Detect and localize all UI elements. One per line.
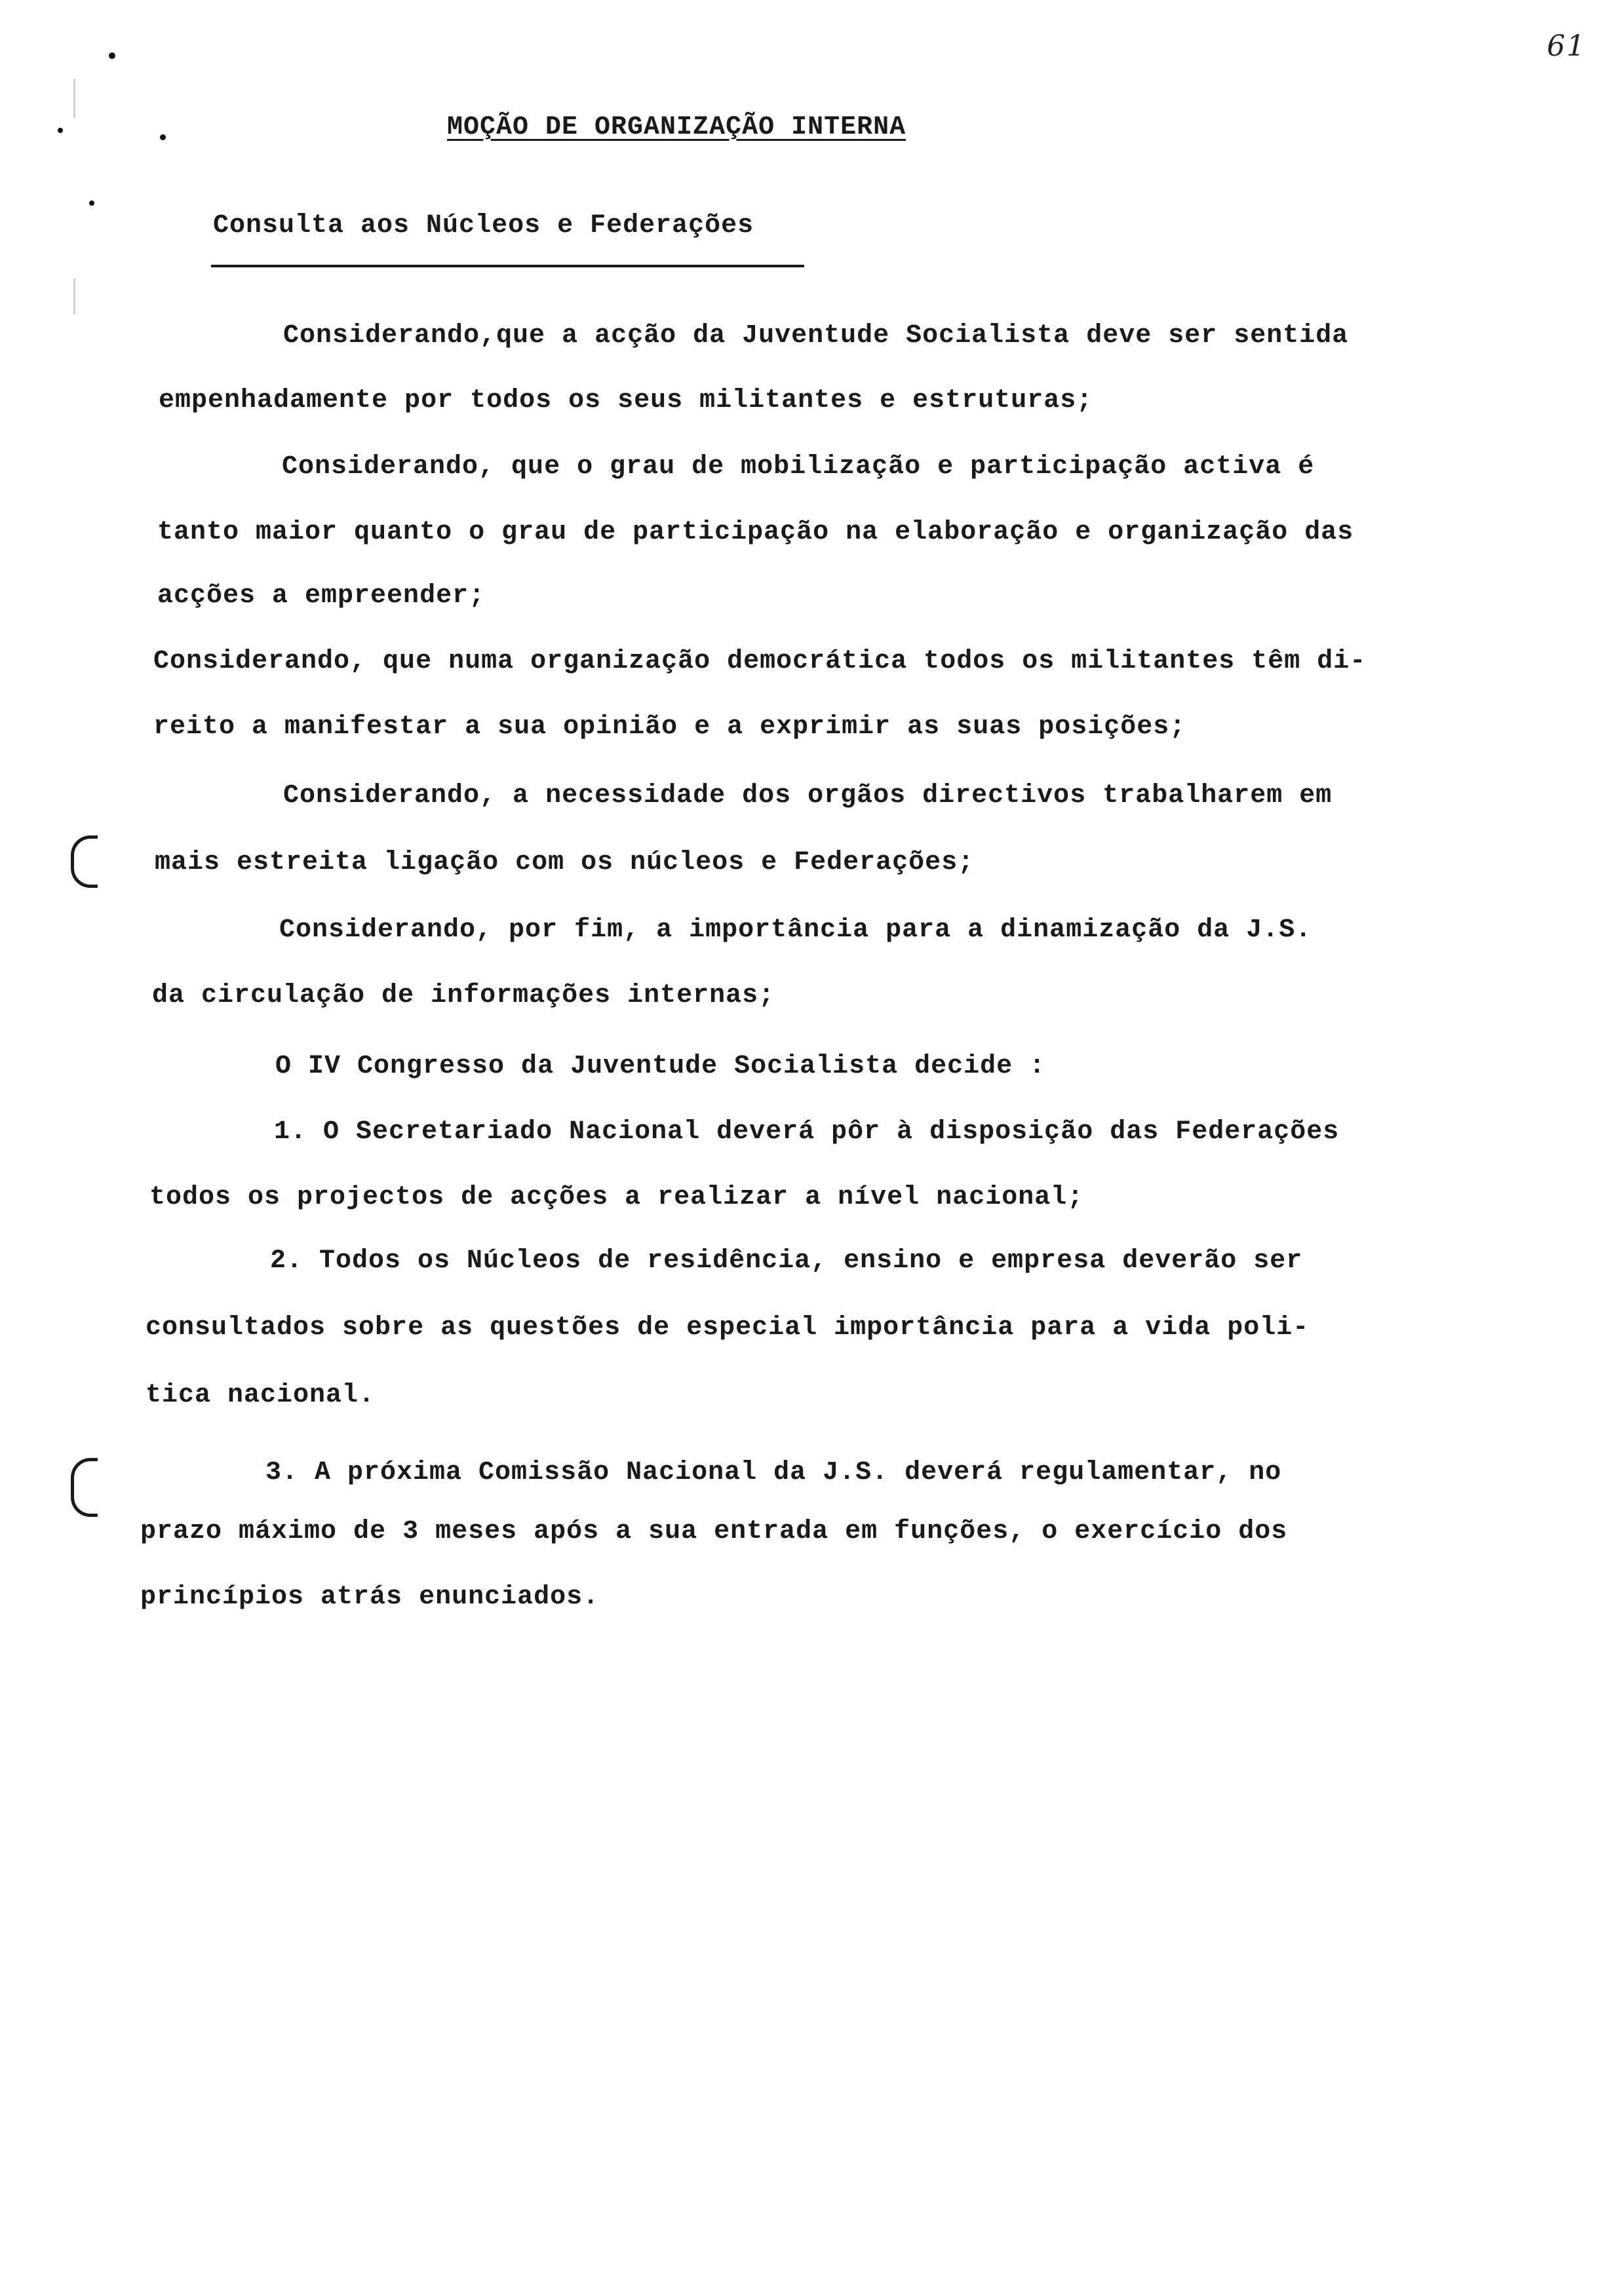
body-line: prazo máximo de 3 meses após a sua entrada em funções, o exercício dos — [140, 1517, 1288, 1546]
page-number: 61 — [1547, 29, 1586, 63]
body-line: tica nacional. — [146, 1381, 376, 1410]
punch-dot — [89, 201, 94, 206]
body-line: tanto maior quanto o grau de participação na elaboração e organização das — [157, 518, 1354, 547]
body-line: consultados sobre as questões de especial importância para a vida poli- — [146, 1313, 1310, 1343]
body-line: da circulação de informações internas; — [152, 981, 775, 1010]
body-line: Considerando, a necessidade dos orgãos directivos trabalharem em — [283, 781, 1333, 811]
margin-bracket-mark — [71, 1458, 98, 1517]
punch-dot — [58, 128, 63, 133]
margin-bracket-mark — [71, 835, 98, 888]
document-title: MOÇÃO DE ORGANIZAÇÃO INTERNA — [447, 113, 906, 142]
body-line: Considerando, por fim, a importância para a dinamização da J.S. — [279, 915, 1312, 945]
section-subtitle: Consulta aos Núcleos e Federações — [213, 211, 754, 240]
body-line: reito a manifestar a sua opinião e a exprimir as suas posições; — [153, 712, 1186, 742]
body-line: 1. O Secretariado Nacional deverá pôr à disposição das Federações — [274, 1117, 1340, 1147]
body-line: O IV Congresso da Juventude Socialista decide : — [275, 1052, 1046, 1081]
scan-artifact-line — [73, 79, 75, 118]
body-line: Considerando, que o grau de mobilização e participação activa é — [282, 452, 1315, 482]
body-line: 3. A próxima Comissão Nacional da J.S. deverá regulamentar, no — [265, 1458, 1282, 1487]
punch-dot — [160, 134, 166, 140]
body-line: todos os projectos de acções a realizar a nível nacional; — [149, 1183, 1084, 1212]
body-line: acções a empreender; — [157, 581, 486, 611]
body-line: 2. Todos os Núcleos de residência, ensino e empresa deverão ser — [270, 1246, 1303, 1276]
body-line: mais estreita ligação com os núcleos e Federações; — [155, 848, 975, 877]
punch-dot — [109, 52, 115, 59]
body-line: Considerando,que a acção da Juventude Socialista deve ser sentida — [283, 321, 1349, 351]
body-line: empenhadamente por todos os seus militantes e estruturas; — [159, 386, 1093, 415]
subtitle-underline — [211, 265, 804, 267]
body-line: Considerando, que numa organização democrática todos os militantes têm di- — [153, 647, 1367, 676]
body-line: princípios atrás enunciados. — [140, 1582, 600, 1612]
scan-artifact-line — [73, 278, 75, 315]
